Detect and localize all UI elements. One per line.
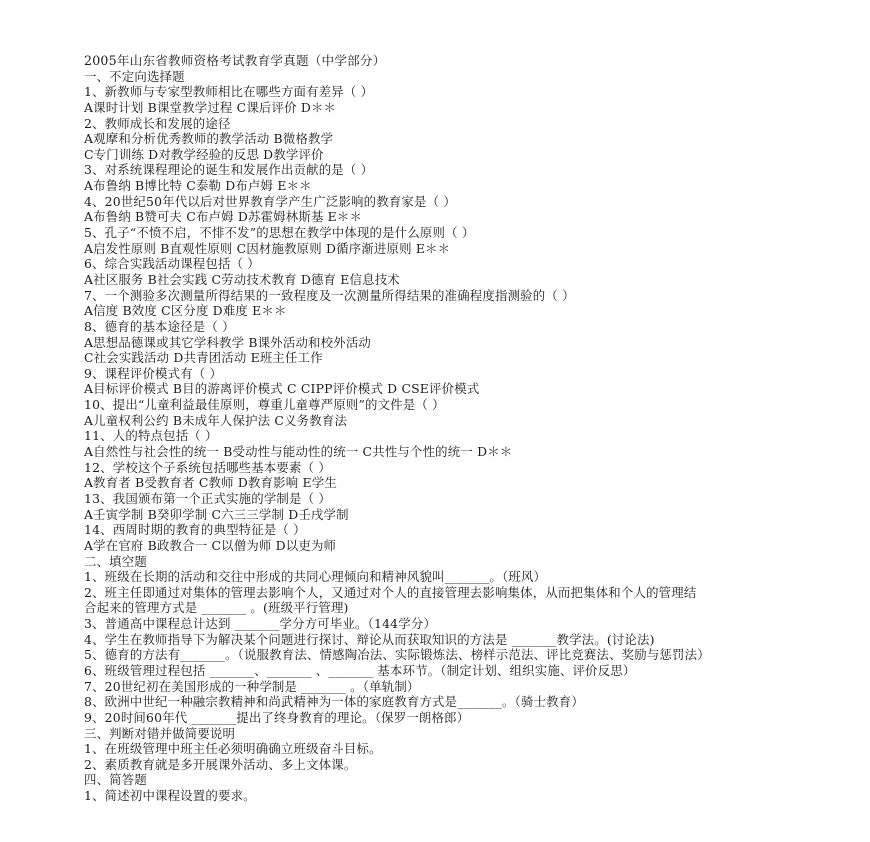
document-line: A观摩和分析优秀教师的教学活动 B微格教学 <box>84 131 334 147</box>
document-line: 9、课程评价模式有（ ） <box>84 365 223 381</box>
document-line: 11、人的特点包括（ ） <box>84 428 218 444</box>
document-line: 二、填空题 <box>84 553 147 569</box>
document-title: 2005年山东省教师资格考试教育学真题（中学部分） <box>84 53 386 68</box>
document-line: A课时计划 B课堂教学过程 C课后评价 D＊＊ <box>84 99 337 115</box>
document-line: 12、学校这个子系统包括哪些基本要素（ ） <box>84 459 331 475</box>
document-line: 2、班主任即通过对集体的管理去影响个人，又通过对个人的直接管理去影响集体，从而把集体和个人的管理结 <box>84 584 697 600</box>
document-line: 6、班级管理过程包括 _______、_______ 、_______ 基本环节。（制定计划、组织实施、评价反思） <box>84 662 636 678</box>
document-line: 2、素质教育就是多开展课外活动、多上文体课。 <box>84 756 357 772</box>
document-line: C社会实践活动 D共青团活动 E班主任工作 <box>84 350 323 366</box>
document-line: A学在官府 B政教合一 C以僧为师 D以吏为师 <box>84 537 337 553</box>
document-line: A思想品德课或其它学科教学 B课外活动和校外活动 <box>84 334 371 350</box>
document-line: 1、简述初中课程设置的要求。 <box>84 788 256 804</box>
document-line: 1、在班级管理中班主任必须明确确立班级奋斗目标。 <box>84 741 382 757</box>
document-line: A目标评价模式 B目的游离评价模式 C CIPP评价模式 D CSE评价模式 <box>84 381 480 397</box>
document-line: 3、对系统课程理论的诞生和发展作出贡献的是（ ） <box>84 162 374 178</box>
document-line: 10、提出“儿童利益最佳原则，尊重儿童尊严原则”的文件是（ ） <box>84 397 445 413</box>
document-line: 14、西周时期的教育的典型特征是（ ） <box>84 522 306 538</box>
document-line: A壬寅学制 B癸卯学制 C六三三学制 D壬戌学制 <box>84 506 349 522</box>
document-line: 四、简答题 <box>84 772 147 788</box>
document-line: 7、一个测验多次测量所得结果的一致程度及一次测量所得结果的准确程度指测验的（ ） <box>84 287 575 303</box>
document-line: 2、教师成长和发展的途径 <box>84 115 231 131</box>
document-line: 合起来的管理方式是 _______ 。(班级平行管理) <box>84 600 349 616</box>
document-line: 1、新教师与专家型教师相比在哪些方面有差异（ ） <box>84 84 374 100</box>
document-body <box>84 53 854 804</box>
document-line: C专门训练 D对教学经验的反思 D教学评价 <box>84 146 324 162</box>
document-line: A布鲁纳 B赞可夫 C布卢姆 D苏霍姆林斯基 E＊＊ <box>84 209 363 225</box>
document-line: 7、20世纪初在美国形成的一种学制是 _______ 。（单轨制） <box>84 678 420 694</box>
document-line: A启发性原则 B直观性原则 C因材施教原则 D循序渐进原则 E＊＊ <box>84 240 451 256</box>
document-line: 6、综合实践活动课程包括（ ） <box>84 256 260 272</box>
document-line: 1、班级在长期的活动和交往中形成的共同心理倾向和精神风貌叫_______。（班风） <box>84 569 547 585</box>
document-line: A自然性与社会性的统一 B受动性与能动性的统一 C共性与个性的统一 D＊＊ <box>84 444 513 460</box>
document-line: A信度 B效度 C区分度 D难度 E＊＊ <box>84 303 287 319</box>
document-line: 8、德育的基本途径是（ ） <box>84 318 235 334</box>
document-line: A布鲁纳 B博比特 C泰勒 D布卢姆 E＊＊ <box>84 178 312 194</box>
document-line: 9、20时间60年代 _______提出了终身教育的理论。（保罗一朗格郎） <box>84 709 470 725</box>
document-line: 一、不定向选择题 <box>84 68 185 84</box>
document-line: A教育者 B受教育者 C教师 D教育影响 E学生 <box>84 475 337 491</box>
document-line: 3、普通高中课程总计达到 _______学分方可毕业。（144学分） <box>84 616 437 632</box>
document-line: 4、20世纪50年代以后对世界教育学产生广泛影响的教育家是（ ） <box>84 193 456 209</box>
document-line: A社区服务 B社会实践 C劳动技术教育 D德育 E信息技术 <box>84 271 400 287</box>
document-line: 5、孔子“不愤不启，不悱不发”的思想在教学中体现的是什么原则（ ） <box>84 225 475 241</box>
document-line: 8、欧洲中世纪一种融宗教精神和尚武精神为一体的家庭教育方式是_______。（骑士教育） <box>84 694 584 710</box>
document-line: 4、学生在教师指导下为解决某个问题进行探讨、辩论从而获取知识的方法是 _______教学法。(讨论法) <box>84 631 655 647</box>
document-line: 5、德育的方法有_______。（说服教育法、情感陶冶法、实际锻炼法、榜样示范法、评比竞赛法、奖励与惩罚法） <box>84 647 710 663</box>
document-line: A儿童权利公约 B未成年人保护法 C义务教育法 <box>84 412 348 428</box>
document-line: 三、判断对错并做简要说明 <box>84 725 236 741</box>
document-line: 13、我国颁布第一个正式实施的学制是（ ） <box>84 490 331 506</box>
